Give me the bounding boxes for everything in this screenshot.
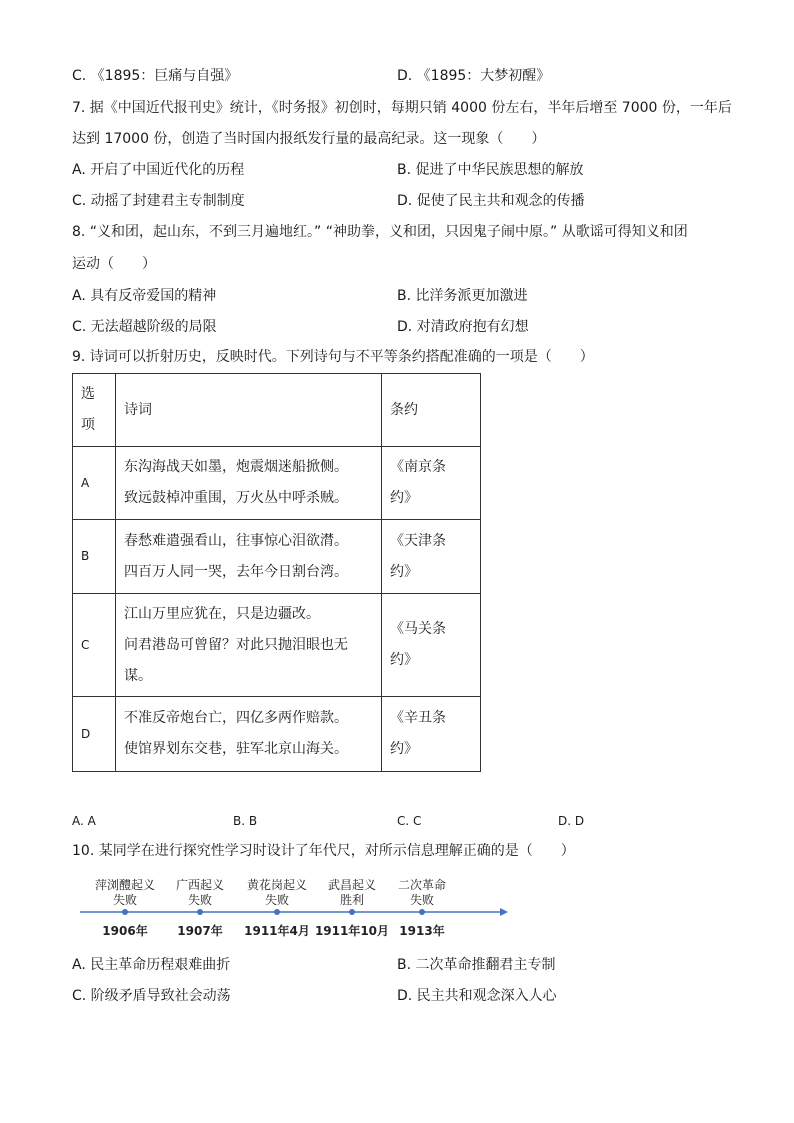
treaty-line: 《马关条	[390, 621, 446, 637]
table-row	[73, 447, 481, 520]
event-result: 失败	[409, 893, 434, 907]
poem-line: 春愁难遣强看山，往事惊心泪欲潸。	[124, 532, 348, 549]
timeline-event	[242, 878, 312, 908]
row-poem	[116, 447, 382, 520]
table-row	[73, 697, 481, 772]
timeline-arrow	[500, 908, 508, 916]
timeline-dot	[197, 909, 203, 915]
timeline-event	[90, 878, 160, 908]
q7-option-d: D. 促使了民主共和观念的传播	[397, 193, 585, 209]
poem-line: 谋。	[124, 667, 152, 684]
timeline-year: 1906年	[102, 924, 148, 938]
treaty-line: 约》	[390, 563, 418, 580]
header-poem-cell: 诗词	[116, 374, 382, 447]
row-option: D	[73, 697, 116, 772]
q10-option-a: A. 民主革命历程艰难曲折	[72, 957, 231, 973]
q8-option-a: A. 具有反帝爱国的精神	[72, 288, 217, 304]
q8-option-d: D. 对清政府抱有幻想	[397, 319, 529, 335]
q10-option-d: D. 民主共和观念深入人心	[397, 988, 557, 1004]
row-treaty	[382, 447, 481, 520]
treaty-line: 约》	[390, 490, 418, 506]
treaty-line: 约》	[390, 652, 418, 668]
timeline-event	[387, 878, 457, 908]
row-treaty	[382, 697, 481, 772]
event-name: 武昌起义	[327, 878, 376, 892]
poem-line: 东沟海战天如墨，炮震烟迷船掀侧。	[124, 459, 348, 475]
q9-answer-b: B. B	[233, 814, 258, 828]
q7-stem-line1: 7. 据《中国近代报刊史》统计，《时务报》初创时，每期只销 4000 份左右，半年后增至 7000 份，一年后	[72, 100, 732, 116]
q9-stem: 9. 诗词可以折射历史，反映时代。下列诗句与不平等条约搭配准确的一项是（ ）	[72, 349, 594, 365]
row-option: A	[73, 447, 116, 520]
event-result: 失败	[264, 893, 289, 907]
row-poem	[116, 697, 382, 772]
row-treaty	[382, 520, 481, 594]
treaty-line: 《天津条	[390, 532, 446, 549]
q9-answer-c: C. C	[397, 814, 422, 828]
event-result: 失败	[112, 893, 137, 907]
treaty-line: 《辛丑条	[390, 710, 446, 726]
event-result: 失败	[187, 893, 212, 907]
row-option: C	[73, 594, 116, 697]
treaty-line: 约》	[390, 741, 418, 757]
header-treaty-cell: 条约	[382, 374, 481, 447]
timeline-dot	[419, 909, 425, 915]
event-name: 广西起义	[175, 878, 224, 892]
table-row	[73, 520, 481, 594]
q9-answer-a: A. A	[72, 814, 96, 828]
poem-line: 致远鼓棹冲重围，万火丛中呼杀贼。	[124, 490, 348, 506]
q7-option-b: B. 促进了中华民族思想的解放	[397, 162, 584, 178]
poem-line: 使馆界划东交巷，驻军北京山海关。	[124, 741, 348, 757]
timeline-year: 1911年4月	[244, 924, 310, 938]
q10-option-b: B. 二次革命推翻君主专制	[397, 957, 556, 973]
timeline-event	[317, 878, 387, 908]
q6-option-d: D. 《1895：大梦初醒》	[397, 68, 551, 84]
poem-line: 问君港岛可曾留？对此只抛泪眼也无	[124, 636, 348, 653]
q8-stem-line2: 运动（ ）	[72, 256, 156, 272]
q8-option-b: B. 比洋务派更加激进	[397, 288, 528, 304]
timeline-year: 1913年	[399, 924, 445, 938]
event-name: 二次革命	[397, 878, 446, 892]
timeline-event	[165, 878, 235, 908]
event-name: 萍浏醴起义	[94, 878, 155, 892]
timeline-year: 1911年10月	[314, 924, 390, 938]
timeline-year: 1907年	[177, 924, 223, 938]
q9-table-header	[73, 374, 481, 447]
q10-option-c: C. 阶级矛盾导致社会动荡	[72, 988, 231, 1004]
timeline-dot	[122, 909, 128, 915]
event-name: 黄花岗起义	[246, 878, 307, 892]
row-option: B	[73, 520, 116, 594]
header-option-l2: 项	[81, 417, 95, 433]
q9-table	[72, 373, 481, 772]
header-option-l1: 选	[81, 386, 95, 402]
row-treaty	[382, 594, 481, 697]
q10-stem: 10. 某同学在进行探究性学习时设计了年代尺，对所示信息理解正确的是（ ）	[72, 843, 575, 859]
q9-answer-d: D. D	[558, 814, 585, 828]
header-option-cell	[73, 374, 116, 447]
row-poem	[116, 594, 382, 697]
q8-option-c: C. 无法超越阶级的局限	[72, 319, 217, 335]
poem-line: 四百万人同一哭，去年今日割台湾。	[124, 563, 348, 580]
timeline-dot	[274, 909, 280, 915]
q10-timeline	[80, 872, 510, 942]
poem-line: 江山万里应犹在，只是边疆改。	[124, 605, 320, 622]
event-result: 胜利	[339, 893, 364, 907]
q7-option-a: A. 开启了中国近代化的历程	[72, 162, 245, 178]
row-poem	[116, 520, 382, 594]
q7-option-c: C. 动摇了封建君主专制制度	[72, 193, 245, 209]
q6-option-c: C. 《1895：巨痛与自强》	[72, 68, 239, 84]
q8-stem-line1: 8. “义和团，起山东，不到三月遍地红。” “神助拳，义和团，只因鬼子闹中原。” 从歌谣可得知义和团	[72, 224, 688, 240]
treaty-line: 《南京条	[390, 459, 446, 475]
poem-line: 不准反帝炮台亡，四亿多两作赔款。	[124, 710, 348, 726]
q7-stem-line2: 达到 17000 份，创造了当时国内报纸发行量的最高纪录。这一现象（ ）	[72, 131, 546, 147]
table-row	[73, 594, 481, 697]
timeline-dot	[349, 909, 355, 915]
